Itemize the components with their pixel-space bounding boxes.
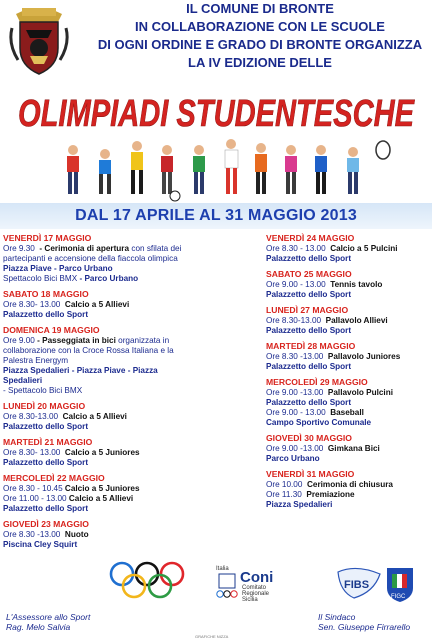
svg-text:Comitato: Comitato — [242, 585, 267, 591]
schedule-entry — [3, 289, 185, 320]
child-figure-icon — [131, 141, 143, 194]
schedule-entry — [266, 305, 430, 336]
child-figure-icon — [347, 147, 359, 194]
event-activity: Calcio a 5 Pulcini — [330, 244, 398, 253]
child-figure-icon — [161, 145, 173, 194]
svg-text:Regionale: Regionale — [242, 591, 270, 597]
event-extra: con sfilata dei partecipanti e accensione della fiaccola olimpica — [3, 244, 182, 263]
svg-text:FIGC: FIGC — [391, 594, 406, 600]
figc-logo-icon — [385, 566, 415, 604]
header-line: IL COMUNE DI BRONTE — [186, 1, 334, 16]
event-time: Ore 8.30 - 13.00 — [266, 244, 326, 253]
ball-icon — [170, 191, 180, 201]
event-activity: Calcio a 5 Allievi — [64, 300, 130, 309]
assessore-title: L'Assessore allo Sport — [6, 612, 91, 622]
schedule-left-column — [3, 233, 185, 555]
event-activity: Cerimonia di chiusura — [306, 480, 393, 489]
event-activity: Premiazione — [306, 490, 355, 499]
schedule-entry — [266, 377, 430, 428]
event-place: Palazzetto dello Sport — [266, 362, 352, 371]
event-day: LUNEDÌ 27 MAGGIO — [266, 305, 349, 315]
event-day: MERCOLEDÌ 29 MAGGIO — [266, 377, 368, 387]
event-place: Piazza Piave - Parco Urbano — [3, 264, 113, 273]
event-time: Ore 9.00 - 13.00 — [266, 280, 326, 289]
event-day: VENERDÌ 17 MAGGIO — [3, 233, 92, 243]
svg-text:Sicilia: Sicilia — [242, 597, 258, 602]
event-place: Parco Urbano — [266, 454, 320, 463]
footer-right — [318, 612, 428, 632]
child-figure-icon — [255, 143, 267, 194]
event-time: Ore 8.30- 13.00 — [3, 300, 61, 309]
event-activity: Calcio a 5 Allievi — [62, 412, 127, 421]
event-time: Ore 9.00 - 13.00 — [266, 408, 326, 417]
schedule-entry — [266, 269, 430, 300]
schedule-entry — [266, 433, 430, 464]
event-day: MERCOLEDÌ 22 MAGGIO — [3, 473, 105, 483]
header — [92, 0, 428, 72]
event-place: Piazza Spedalieri - Piazza Piave - Piazza Spedalieri — [3, 366, 158, 385]
children-sports-illustration — [55, 130, 400, 202]
event-day: GIOVEDÌ 30 MAGGIO — [266, 433, 352, 443]
event-time: Ore 8.30-13.00 — [3, 412, 59, 421]
event-day: MARTEDÌ 21 MAGGIO — [3, 437, 93, 447]
date-band — [0, 203, 432, 229]
racket-icon — [376, 141, 390, 159]
schedule-entry — [266, 233, 430, 264]
event-time: Ore 8.30 -13.00 — [266, 352, 324, 361]
svg-text:Italia: Italia — [216, 566, 229, 572]
event-activity: Calcio a 5 Allievi — [68, 494, 134, 503]
schedule-entry — [266, 341, 430, 372]
event-place: Palazzetto dello Sport — [3, 504, 89, 513]
olympic-rings-logo-icon — [108, 558, 186, 604]
schedule-entry — [266, 469, 430, 510]
event-activity: Gimkana Bici — [327, 444, 380, 453]
event-time: Ore 9.00 -13.00 — [266, 388, 324, 397]
schedule-entry — [3, 325, 185, 396]
header-line: IN COLLABORAZIONE CON LE SCUOLE — [135, 19, 385, 34]
event-time: Ore 9.00 -13.00 — [266, 444, 324, 453]
event-time: Ore 8.30 - 10.45 — [3, 484, 63, 493]
event-time: Ore 11.30 — [266, 490, 302, 499]
event-place: Palazzetto dello Sport — [3, 458, 89, 467]
schedule-entry — [3, 437, 185, 468]
child-figure-icon — [99, 149, 111, 194]
event-place: Palazzetto dello Sport — [266, 326, 352, 335]
event-time: Ore 8.30-13.00 — [266, 316, 322, 325]
header-line: LA IV EDIZIONE DELLE — [188, 55, 332, 70]
event-day: SABATO 18 MAGGIO — [3, 289, 89, 299]
bronte-crest-icon — [8, 4, 70, 76]
event-title — [14, 86, 418, 136]
svg-text:Coni: Coni — [240, 569, 274, 586]
event-activity: Calcio a 5 Juniores — [64, 448, 140, 457]
event-activity: - Cerimonia di apertura — [39, 244, 130, 253]
event-activity: Pallavolo Juniores — [327, 352, 401, 361]
child-figure-icon — [193, 145, 205, 194]
date-band-text: DAL 17 APRILE AL 31 MAGGIO 2013 — [75, 207, 357, 224]
event-time: Ore 8.30 -13.00 — [3, 530, 61, 539]
child-figure-icon — [67, 145, 79, 194]
event-place: Campo Sportivo Comunale — [266, 418, 372, 427]
event-day: MARTEDÌ 28 MAGGIO — [266, 341, 356, 351]
event-activity: Nuoto — [64, 530, 89, 539]
schedule-entry — [3, 233, 185, 284]
event-note: Spettacolo Bici BMX — [3, 274, 78, 283]
printer-credit: GRAFICHE NIZZA — [195, 634, 229, 639]
event-time: Ore 11.00 - 13.00 — [3, 494, 67, 503]
child-figure-icon — [285, 145, 297, 194]
svg-text:FIBS: FIBS — [344, 579, 370, 591]
header-line: DI OGNI ORDINE E GRADO DI BRONTE ORGANIZZA — [97, 37, 423, 52]
event-place: Palazzetto dello Sport — [3, 310, 89, 319]
event-day: LUNEDÌ 20 MAGGIO — [3, 401, 86, 411]
event-time: Ore 8.30- 13.00 — [3, 448, 61, 457]
event-place: Palazzetto dello Sport — [3, 422, 89, 431]
coni-logo-icon — [214, 562, 304, 602]
sindaco-name: Sen. Giuseppe Firrarello — [318, 622, 411, 632]
fibs-logo-icon — [334, 566, 384, 600]
event-time: Ore 10.00 — [266, 480, 303, 489]
event-place: Piazza Spedalieri — [266, 500, 333, 509]
event-day: SABATO 25 MAGGIO — [266, 269, 352, 279]
event-time: Ore 9.00 — [3, 336, 35, 345]
schedule-entry — [3, 401, 185, 432]
event-day: VENERDÌ 31 MAGGIO — [266, 469, 355, 479]
event-day: VENERDÌ 24 MAGGIO — [266, 233, 355, 243]
sindaco-title: Il Sindaco — [318, 612, 356, 622]
event-activity: Calcio a 5 Juniores — [64, 484, 140, 493]
footer-left — [6, 612, 90, 632]
child-figure-icon — [315, 145, 327, 194]
schedule-right-column — [266, 233, 430, 515]
event-activity: - Passeggiata in bici — [37, 336, 116, 345]
event-place: Palazzetto dello Sport — [266, 290, 352, 299]
event-place: Palazzetto dello Sport — [266, 254, 352, 263]
event-time: Ore 9.30 — [3, 244, 35, 253]
child-figure-icon — [225, 139, 238, 194]
event-place: Piscina Cley Squirt — [3, 540, 78, 549]
event-extra: organizzata in collaborazione con la Croce Rossa Italiana e la Palestra Energym — [3, 336, 174, 365]
event-day: GIOVEDÌ 23 MAGGIO — [3, 519, 89, 529]
event-title-text: OLIMPIADI STUDENTESCHE — [18, 93, 416, 135]
assessore-name: Rag. Melo Salvia — [6, 622, 71, 632]
event-place: Palazzetto dello Sport — [266, 398, 352, 407]
event-activity: Baseball — [330, 408, 364, 417]
event-note: - Spettacolo Bici BMX — [3, 386, 83, 395]
event-activity: Tennis tavolo — [330, 280, 383, 289]
event-day: DOMENICA 19 MAGGIO — [3, 325, 100, 335]
schedule-entry — [3, 473, 185, 514]
schedule-entry — [3, 519, 185, 550]
event-activity: Pallavolo Pulcini — [327, 388, 393, 397]
event-note-place: - Parco Urbano — [79, 274, 139, 283]
event-activity: Pallavolo Allievi — [325, 316, 388, 325]
